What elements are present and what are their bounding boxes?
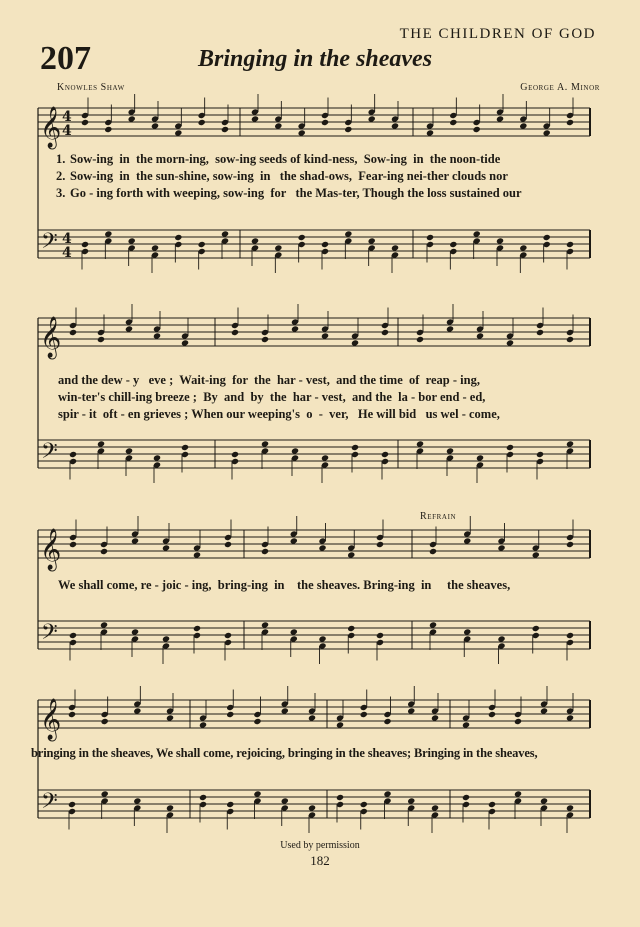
bass-note bbox=[540, 797, 548, 804]
bass-note bbox=[101, 790, 109, 797]
bass-clef: 𝄢 bbox=[41, 439, 58, 469]
treble-note bbox=[336, 721, 344, 728]
treble-note bbox=[566, 336, 574, 343]
treble-note bbox=[198, 119, 206, 126]
bass-note bbox=[308, 804, 316, 811]
verse-number: 2. bbox=[56, 169, 66, 183]
bass-note bbox=[532, 625, 540, 632]
bass-note bbox=[543, 234, 551, 241]
treble-note bbox=[199, 721, 207, 728]
bass-note bbox=[514, 790, 522, 797]
bass-note bbox=[318, 635, 326, 642]
bass-note bbox=[376, 632, 384, 639]
bass-note bbox=[391, 244, 399, 251]
treble-note bbox=[496, 115, 504, 122]
treble-note bbox=[261, 336, 269, 343]
treble-note bbox=[290, 537, 298, 544]
bass-note bbox=[488, 801, 496, 808]
treble-note bbox=[133, 707, 141, 714]
bass-note bbox=[536, 451, 544, 458]
treble-note bbox=[566, 541, 574, 548]
lyric-text: Go - ing forth with weeping, sow-ing for the Mas-ter, Though the loss sustained our bbox=[70, 186, 522, 200]
treble-note bbox=[181, 339, 189, 346]
bass-note bbox=[69, 451, 77, 458]
treble-note bbox=[540, 707, 548, 714]
bass-note bbox=[251, 237, 259, 244]
bass-note bbox=[290, 628, 298, 635]
treble-note bbox=[281, 707, 289, 714]
bass-note bbox=[351, 444, 359, 451]
treble-note bbox=[381, 329, 389, 336]
bass-note bbox=[344, 230, 352, 237]
lyric-text: Sow-ing in the morn-ing, sow-ing seeds of kind-ness, Sow-ing in the noon-tide bbox=[70, 152, 501, 166]
bass-note bbox=[519, 244, 527, 251]
treble-note bbox=[376, 541, 384, 548]
section-title: THE CHILDREN OF GOD bbox=[399, 26, 596, 42]
treble-note bbox=[344, 126, 352, 133]
treble-note bbox=[429, 548, 437, 555]
treble-note bbox=[251, 115, 259, 122]
treble-note bbox=[81, 119, 89, 126]
treble-note bbox=[298, 129, 306, 136]
treble-note bbox=[449, 119, 457, 126]
treble-note bbox=[100, 548, 108, 555]
treble-note bbox=[97, 336, 105, 343]
bass-note bbox=[153, 454, 161, 461]
hymn-title: Bringing in the sheaves bbox=[198, 46, 433, 72]
bass-note bbox=[69, 632, 77, 639]
bass-note bbox=[198, 241, 206, 248]
treble-note bbox=[321, 119, 329, 126]
bass-note bbox=[100, 621, 108, 628]
permission-note: Used by permission bbox=[280, 840, 360, 851]
treble-note bbox=[131, 537, 139, 544]
verse-1-line-2: and the dew - y eve ; Wait-ing for the har - vest, and the time of reap - ing, bbox=[58, 373, 480, 387]
treble-note bbox=[193, 551, 201, 558]
bass-note bbox=[321, 454, 329, 461]
treble-note bbox=[360, 711, 368, 718]
treble-note bbox=[473, 126, 481, 133]
treble-note bbox=[104, 126, 112, 133]
treble-note bbox=[224, 541, 232, 548]
bass-note bbox=[429, 621, 437, 628]
bass-note bbox=[360, 801, 368, 808]
refrain-lyric-line-2: bringing in the sheaves, We shall come, rejoicing, bringing in the sheaves; Bringing in the sheaves, bbox=[31, 746, 538, 760]
bass-note bbox=[381, 451, 389, 458]
bass-note bbox=[261, 621, 269, 628]
bass-note bbox=[476, 454, 484, 461]
bass-note bbox=[104, 230, 112, 237]
bass-note bbox=[446, 447, 454, 454]
bass-note bbox=[426, 234, 434, 241]
bass-note bbox=[131, 628, 139, 635]
bass-note bbox=[231, 451, 239, 458]
treble-note bbox=[519, 122, 527, 129]
bass-note bbox=[166, 804, 174, 811]
bass-note bbox=[128, 237, 136, 244]
treble-note bbox=[321, 332, 329, 339]
bass-note bbox=[298, 234, 306, 241]
verse-1-line-1 bbox=[56, 152, 500, 167]
treble-clef: 𝄞 bbox=[40, 107, 62, 148]
bass-note bbox=[68, 801, 76, 808]
bass-note bbox=[496, 237, 504, 244]
treble-note bbox=[174, 129, 182, 136]
treble-note bbox=[543, 129, 551, 136]
bass-note bbox=[368, 237, 376, 244]
treble-note bbox=[69, 541, 77, 548]
treble-note bbox=[462, 721, 470, 728]
treble-note bbox=[162, 544, 170, 551]
treble-note bbox=[318, 544, 326, 551]
treble-note bbox=[68, 711, 76, 718]
bass-note bbox=[81, 241, 89, 248]
treble-note bbox=[416, 336, 424, 343]
bass-note bbox=[321, 241, 329, 248]
treble-note bbox=[151, 122, 159, 129]
bass-note bbox=[97, 440, 105, 447]
bass-note bbox=[261, 440, 269, 447]
refrain-label: Refrain bbox=[420, 511, 457, 522]
bass-note bbox=[497, 635, 505, 642]
refrain-lyric-line-1: We shall come, re - joic - ing, bring-ing in the sheaves. Bring-ing in the sheaves, bbox=[58, 578, 511, 592]
treble-note bbox=[308, 714, 316, 721]
bass-note bbox=[133, 797, 141, 804]
treble-note bbox=[488, 711, 496, 718]
bass-note bbox=[407, 797, 415, 804]
bass-note bbox=[174, 234, 182, 241]
bass-note bbox=[383, 790, 391, 797]
time-signature-top: 4 bbox=[62, 231, 72, 247]
treble-note bbox=[347, 551, 355, 558]
bass-note bbox=[347, 625, 355, 632]
bass-note bbox=[162, 635, 170, 642]
treble-note bbox=[566, 119, 574, 126]
bass-note bbox=[463, 628, 471, 635]
treble-note bbox=[431, 714, 439, 721]
bass-note bbox=[566, 804, 574, 811]
time-signature-top: 4 bbox=[62, 109, 72, 125]
treble-note bbox=[128, 115, 136, 122]
treble-clef: 𝄞 bbox=[40, 317, 62, 358]
bass-note bbox=[291, 447, 299, 454]
treble-note bbox=[261, 548, 269, 555]
bass-note bbox=[125, 447, 133, 454]
treble-note bbox=[368, 115, 376, 122]
bass-note bbox=[506, 444, 514, 451]
treble-note bbox=[532, 551, 540, 558]
verse-number: 1. bbox=[56, 152, 66, 166]
verse-2-line-1 bbox=[56, 169, 508, 184]
verse-number: 3. bbox=[56, 186, 66, 200]
treble-note bbox=[514, 718, 522, 725]
treble-note bbox=[231, 329, 239, 336]
bass-note bbox=[193, 625, 201, 632]
treble-note bbox=[253, 718, 261, 725]
bass-note bbox=[336, 794, 344, 801]
composer-credit: George A. Minor bbox=[520, 82, 600, 93]
bass-note bbox=[431, 804, 439, 811]
treble-note bbox=[69, 329, 77, 336]
bass-note bbox=[449, 241, 457, 248]
treble-note bbox=[291, 325, 299, 332]
treble-note bbox=[407, 707, 415, 714]
bass-note bbox=[274, 244, 282, 251]
bass-note bbox=[199, 794, 207, 801]
author-credit: Knowles Shaw bbox=[57, 82, 125, 93]
bass-note bbox=[416, 440, 424, 447]
bass-note bbox=[566, 632, 574, 639]
treble-note bbox=[506, 339, 514, 346]
page-number: 182 bbox=[310, 853, 330, 868]
bass-note bbox=[462, 794, 470, 801]
bass-note bbox=[566, 440, 574, 447]
treble-note bbox=[383, 718, 391, 725]
time-signature-bottom: 4 bbox=[62, 123, 72, 139]
treble-note bbox=[426, 129, 434, 136]
treble-note bbox=[351, 339, 359, 346]
bass-clef: 𝄢 bbox=[41, 229, 58, 259]
verse-3-line-2: spir - it oft - en grieves ; When our weeping's o - ver, He will bid us wel - come, bbox=[58, 407, 500, 421]
bass-note bbox=[473, 230, 481, 237]
treble-note bbox=[125, 325, 133, 332]
treble-note bbox=[221, 126, 229, 133]
bass-note bbox=[151, 244, 159, 251]
treble-note bbox=[391, 122, 399, 129]
bass-clef: 𝄢 bbox=[41, 620, 58, 650]
bass-note bbox=[253, 790, 261, 797]
bass-note bbox=[226, 801, 234, 808]
treble-note bbox=[446, 325, 454, 332]
bass-note bbox=[224, 632, 232, 639]
bass-note bbox=[566, 241, 574, 248]
treble-note bbox=[536, 329, 544, 336]
treble-note bbox=[476, 332, 484, 339]
lyric-text: Sow-ing in the sun-shine, sow-ing in the shad-ows, Fear-ing nei-ther clouds nor bbox=[70, 169, 508, 183]
treble-note bbox=[153, 332, 161, 339]
bass-clef: 𝄢 bbox=[41, 789, 58, 819]
treble-note bbox=[226, 711, 234, 718]
treble-note bbox=[166, 714, 174, 721]
treble-note bbox=[274, 122, 282, 129]
bass-note bbox=[181, 444, 189, 451]
verse-3-line-1 bbox=[56, 186, 522, 201]
treble-note bbox=[566, 714, 574, 721]
treble-note bbox=[101, 718, 109, 725]
treble-note bbox=[463, 537, 471, 544]
bass-note bbox=[281, 797, 289, 804]
bass-note bbox=[221, 230, 229, 237]
treble-clef: 𝄞 bbox=[40, 699, 62, 740]
time-signature-bottom: 4 bbox=[62, 245, 72, 261]
verse-2-line-2: win-ter's chill-ing breeze ; By and by the har - vest, and the la - bor end - ed, bbox=[58, 390, 486, 404]
treble-clef: 𝄞 bbox=[40, 529, 62, 570]
treble-note bbox=[497, 544, 505, 551]
hymn-number: 207 bbox=[40, 40, 91, 77]
